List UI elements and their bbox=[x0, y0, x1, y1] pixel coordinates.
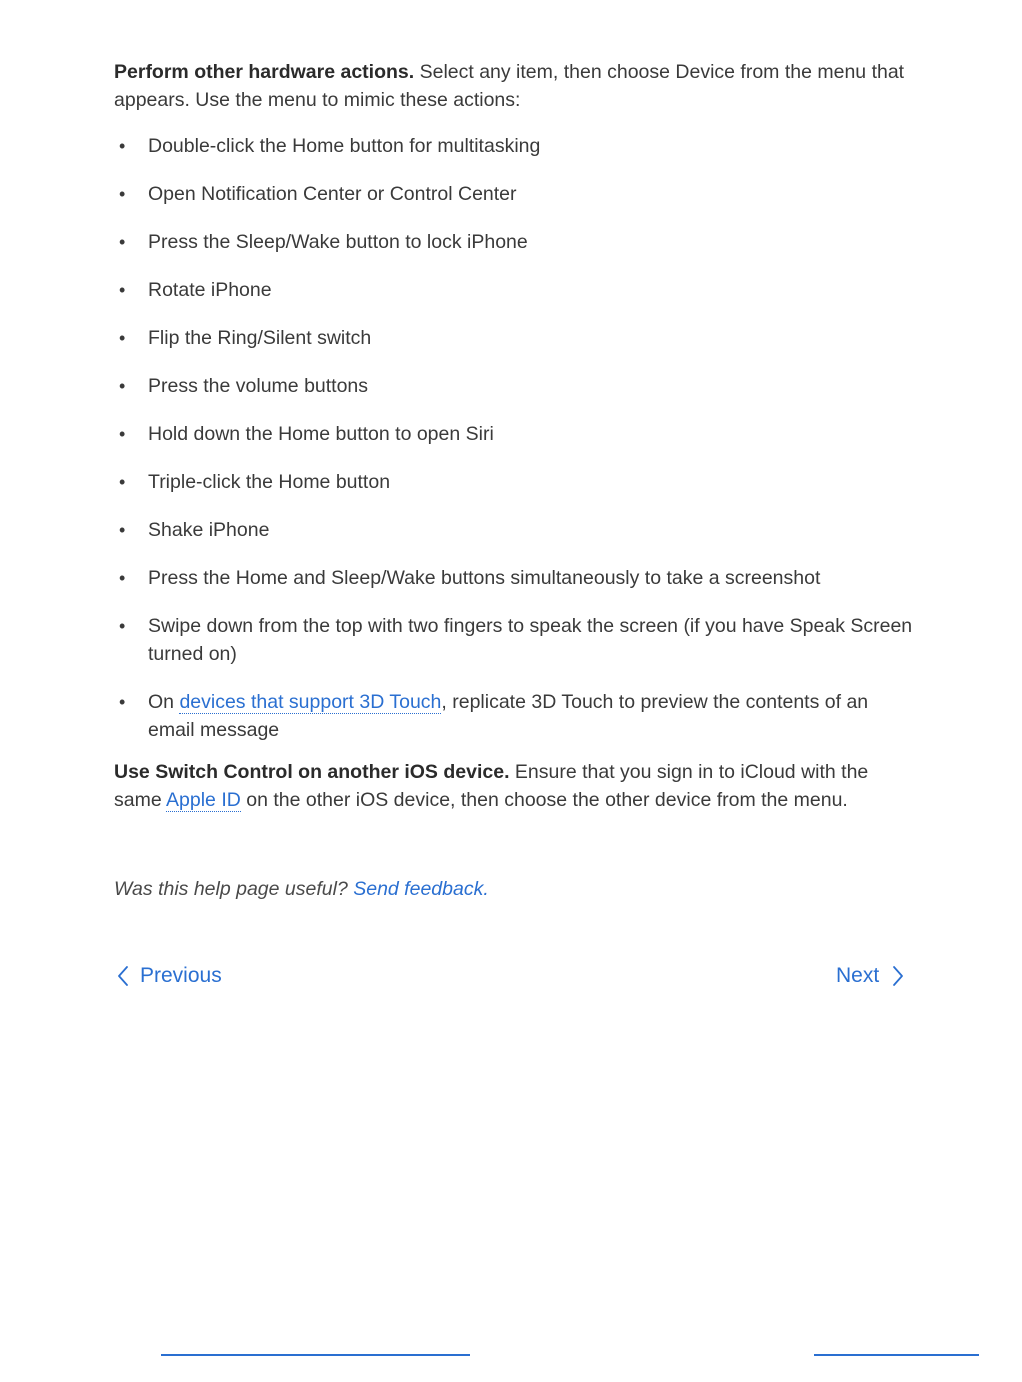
help-content bbox=[114, 58, 914, 814]
list-item bbox=[114, 276, 914, 304]
list-item bbox=[114, 564, 914, 592]
bullet: • bbox=[119, 692, 126, 712]
list-item bbox=[114, 612, 914, 668]
list-item-text: Triple-click the Home button bbox=[148, 471, 391, 493]
list-item-text: Open Notification Center or Control Center bbox=[148, 183, 517, 205]
list-item bbox=[114, 372, 914, 400]
intro-heading: Perform other hardware actions. bbox=[114, 61, 415, 83]
bullet: • bbox=[119, 520, 126, 540]
footer-divider-left bbox=[161, 1354, 470, 1356]
touch-text-before: On bbox=[148, 691, 180, 713]
feedback-question: Was this help page useful? bbox=[114, 878, 348, 900]
list-item-text: Swipe down from the top with two fingers to speak the screen (if you have Speak Screen turned on) bbox=[148, 615, 913, 665]
hardware-actions-list bbox=[114, 132, 914, 744]
intro-text: Select any item, then choose Device from the menu that appears. Use the menu to mimic these actions: bbox=[114, 61, 905, 111]
list-item-text: Rotate iPhone bbox=[148, 279, 272, 301]
bullet: • bbox=[119, 568, 126, 588]
list-item-text: Double-click the Home button for multitasking bbox=[148, 135, 541, 157]
chevron-left-icon bbox=[114, 964, 134, 988]
list-item bbox=[114, 228, 914, 256]
list-item-text: Flip the Ring/Silent switch bbox=[148, 327, 372, 349]
bullet: • bbox=[119, 232, 126, 252]
next-label: Next bbox=[836, 964, 880, 987]
bullet: • bbox=[119, 424, 126, 444]
list-item bbox=[114, 468, 914, 496]
bullet: • bbox=[119, 616, 126, 636]
send-feedback-link[interactable]: Send feedback. bbox=[353, 878, 489, 900]
list-item-text: Press the volume buttons bbox=[148, 375, 369, 397]
chevron-right-icon bbox=[887, 964, 907, 988]
switch-control-paragraph bbox=[114, 758, 914, 814]
list-item bbox=[114, 132, 914, 160]
list-item bbox=[114, 420, 914, 448]
list-item-text: Press the Home and Sleep/Wake buttons simultaneously to take a screenshot bbox=[148, 567, 821, 589]
switch-control-text-2: on the other iOS device, then choose the other device from the menu. bbox=[240, 789, 848, 811]
list-item-text: Shake iPhone bbox=[148, 519, 270, 541]
bullet: • bbox=[119, 376, 126, 396]
list-item bbox=[114, 516, 914, 544]
list-item bbox=[114, 324, 914, 352]
previous-button[interactable] bbox=[114, 964, 222, 988]
next-button[interactable] bbox=[836, 964, 907, 988]
footer-divider-right bbox=[814, 1354, 979, 1356]
devices-3d-touch-link[interactable]: devices that support 3D Touch bbox=[179, 691, 442, 713]
bullet: • bbox=[119, 472, 126, 492]
bullet: • bbox=[119, 136, 126, 156]
list-item-3d-touch bbox=[114, 688, 914, 744]
list-item bbox=[114, 180, 914, 208]
intro-paragraph bbox=[114, 58, 914, 114]
switch-control-heading: Use Switch Control on another iOS device. bbox=[114, 761, 510, 783]
list-item-text: Press the Sleep/Wake button to lock iPhone bbox=[148, 231, 528, 253]
bullet: • bbox=[119, 280, 126, 300]
touch-text-after: , replicate 3D Touch to preview the contents of an email message bbox=[148, 691, 869, 741]
feedback-line bbox=[114, 878, 489, 901]
switch-control-text-1: Ensure that you sign in to iCloud with the same bbox=[114, 761, 869, 811]
apple-id-link[interactable]: Apple ID bbox=[166, 789, 241, 811]
previous-label: Previous bbox=[140, 964, 222, 987]
bullet: • bbox=[119, 328, 126, 348]
list-item-text: Hold down the Home button to open Siri bbox=[148, 423, 494, 445]
bullet: • bbox=[119, 184, 126, 204]
